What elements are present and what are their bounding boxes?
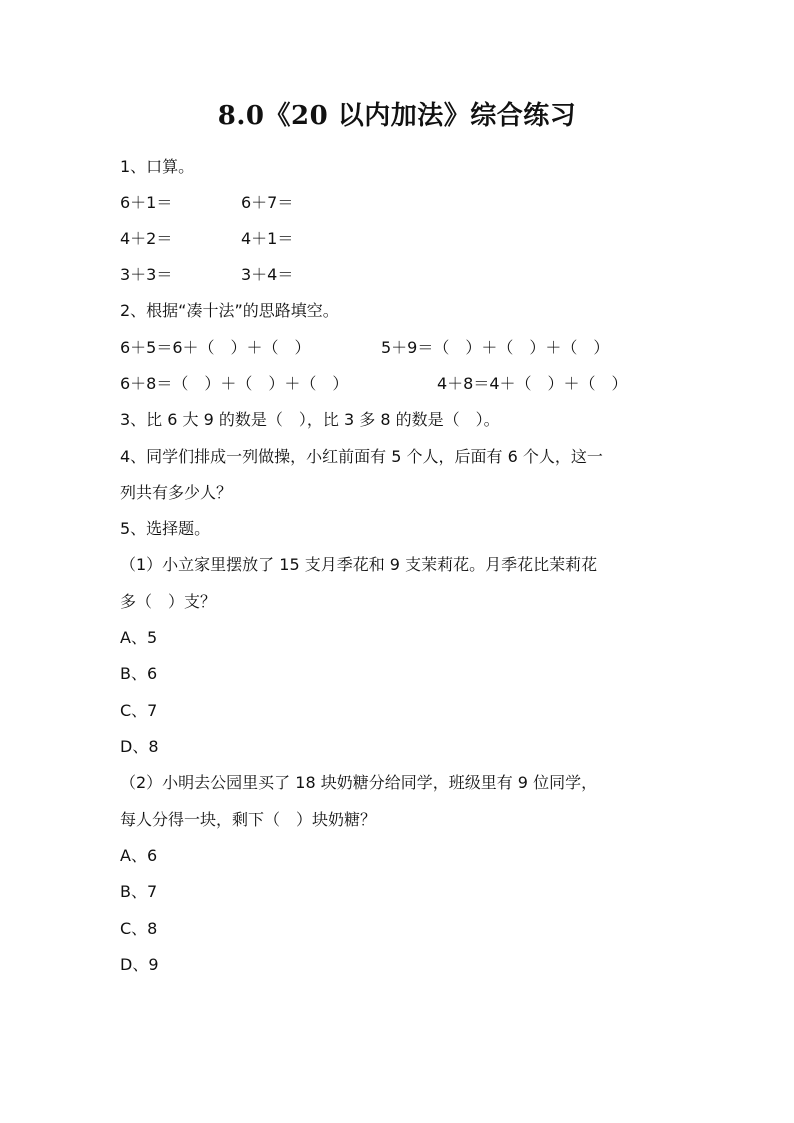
- q2-row2-left: 6＋8＝（ ）＋（ ）＋（ ）: [120, 374, 349, 393]
- q4-line2: 列共有多少人？: [120, 483, 233, 502]
- q5-sub2-option-a: A、6: [120, 846, 158, 865]
- q5-sub2-option-c: C、8: [120, 919, 158, 938]
- q1-row1-left: 6＋1＝: [120, 193, 173, 212]
- q1-row2-right: 4＋1＝: [241, 229, 294, 248]
- q5-sub2-option-b: B、7: [120, 882, 158, 901]
- q5-sub1-option-d: D、8: [120, 737, 159, 756]
- q2-row1-left: 6＋5＝6＋（ ）＋（ ）: [120, 338, 311, 357]
- q2-row1-right: 5＋9＝（ ）＋（ ）＋（ ）: [381, 338, 610, 357]
- q4-line1: 4、同学们排成一列做操，小红前面有 5 个人，后面有 6 个人，这一: [120, 447, 603, 466]
- q5-sub1-line2: 多（ ）支？: [120, 592, 217, 611]
- q1-row3-right: 3＋4＝: [241, 265, 294, 284]
- q1-row2-left: 4＋2＝: [120, 229, 173, 248]
- q5-sub1-line1: （1）小立家里摆放了 15 支月季花和 9 支茉莉花。月季花比茉莉花: [120, 555, 598, 574]
- q1-heading: 1、口算。: [120, 157, 195, 176]
- q5-sub1-option-c: C、7: [120, 701, 158, 720]
- q3-text: 3、比 6 大 9 的数是（ ），比 3 多 8 的数是（ ）。: [120, 410, 500, 429]
- q5-sub2-option-d: D、9: [120, 955, 159, 974]
- q1-row3-left: 3＋3＝: [120, 265, 173, 284]
- q5-heading: 5、选择题。: [120, 519, 211, 538]
- q5-sub2-line2: 每人分得一块，剩下（ ）块奶糖？: [120, 810, 377, 829]
- page-title: 8.0《20 以内加法》综合练习: [217, 101, 577, 131]
- q2-heading: 2、根据“凑十法”的思路填空。: [120, 301, 339, 320]
- q5-sub1-option-b: B、6: [120, 664, 158, 683]
- q5-sub1-option-a: A、5: [120, 628, 158, 647]
- q1-row1-right: 6＋7＝: [241, 193, 294, 212]
- q2-row2-right: 4＋8＝4＋（ ）＋（ ）: [437, 374, 628, 393]
- q5-sub2-line1: （2）小明去公园里买了 18 块奶糖分给同学，班级里有 9 位同学，: [120, 773, 598, 792]
